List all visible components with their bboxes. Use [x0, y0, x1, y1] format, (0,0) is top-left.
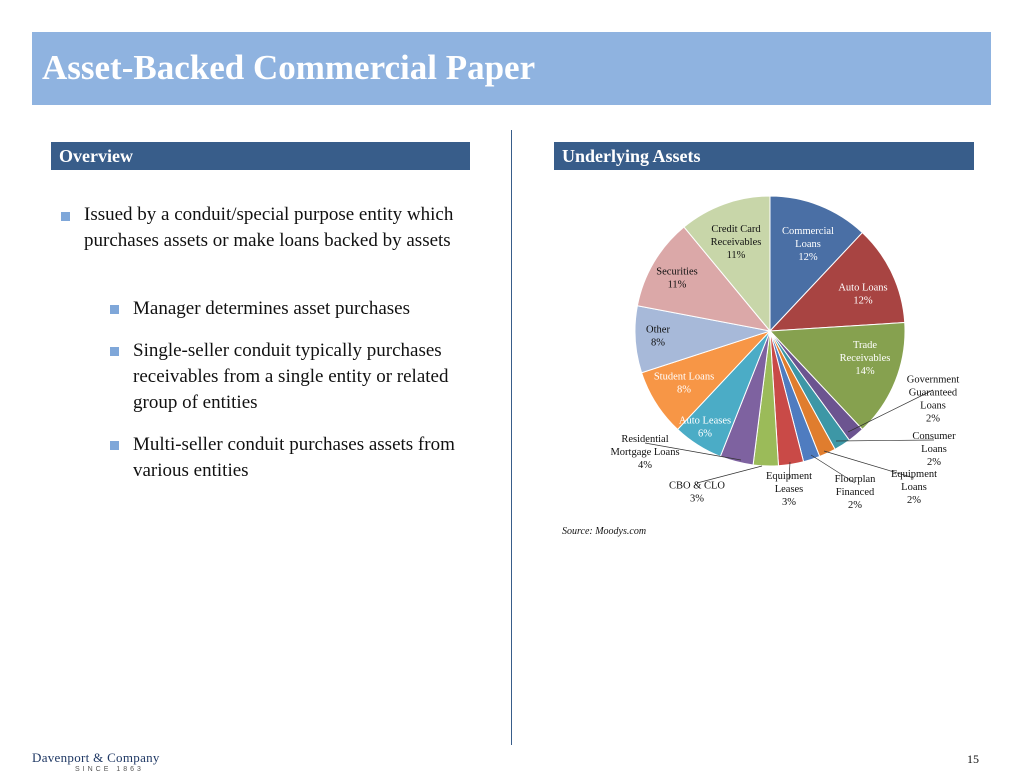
overview-sub-bullet: Single-seller conduit typically purchases receivables from a single entity or related group of entities	[133, 340, 449, 413]
pie-chart-svg	[554, 185, 974, 530]
bullet-square-icon	[110, 305, 119, 314]
pie-label-equipment-leases: Equipment Leases 3%	[765, 471, 813, 508]
slide-title: Asset-Backed Commercial Paper	[42, 48, 536, 87]
pie-label-securities: Securities 11%	[656, 266, 698, 291]
column-divider	[511, 130, 512, 745]
pie-label-student-loans: Student Loans 8%	[653, 371, 715, 396]
company-logo: Davenport & Company	[32, 750, 160, 765]
bullet-square-icon	[61, 212, 70, 221]
pie-label-auto-loans: Auto Loans 12%	[838, 282, 888, 307]
pie-label-consumer-loans: Consumer Loans 2%	[912, 431, 956, 468]
bullet-square-icon	[110, 347, 119, 356]
underlying-assets-header: Underlying Assets	[554, 142, 974, 170]
pie-label-auto-leases: Auto Leases 6%	[678, 415, 732, 440]
pie-label-floorplan-financed: Floorplan Financed 2%	[834, 474, 876, 511]
pie-label-government-guaranteed-loans: Government Guaranteed Loans 2%	[906, 374, 960, 425]
pie-label-equipment-loans: Equipment Loans 2%	[890, 469, 938, 506]
overview-sub-bullet: Manager determines asset purchases	[133, 298, 410, 319]
overview-bullet: Issued by a conduit/special purpose entity which purchases assets or make loans backed by assets	[84, 204, 454, 251]
pie-label-residential-mortgage-loans: Residential Mortgage Loans 4%	[610, 434, 680, 471]
pie-label-cbo-clo: CBO & CLO 3%	[668, 480, 726, 505]
overview-sub-bullet: Multi-seller conduit purchases assets from various entities	[133, 434, 455, 481]
company-logo-since: SINCE 1863	[75, 766, 144, 773]
overview-header: Overview	[51, 142, 470, 170]
bullet-square-icon	[110, 441, 119, 450]
pie-label-other: Other 8%	[646, 324, 670, 349]
pie-label-commercial-loans: Commercial Loans 12%	[782, 226, 834, 263]
page-number: 15	[967, 752, 979, 766]
pie-label-trade-receivables: Trade Receivables 14%	[839, 340, 891, 377]
title-bar	[32, 32, 991, 105]
pie-label-credit-card-receivables: Credit Card Receivables 11%	[710, 224, 762, 261]
chart-source: Source: Moodys.com	[562, 526, 647, 537]
underlying-assets-pie-chart	[554, 185, 974, 530]
